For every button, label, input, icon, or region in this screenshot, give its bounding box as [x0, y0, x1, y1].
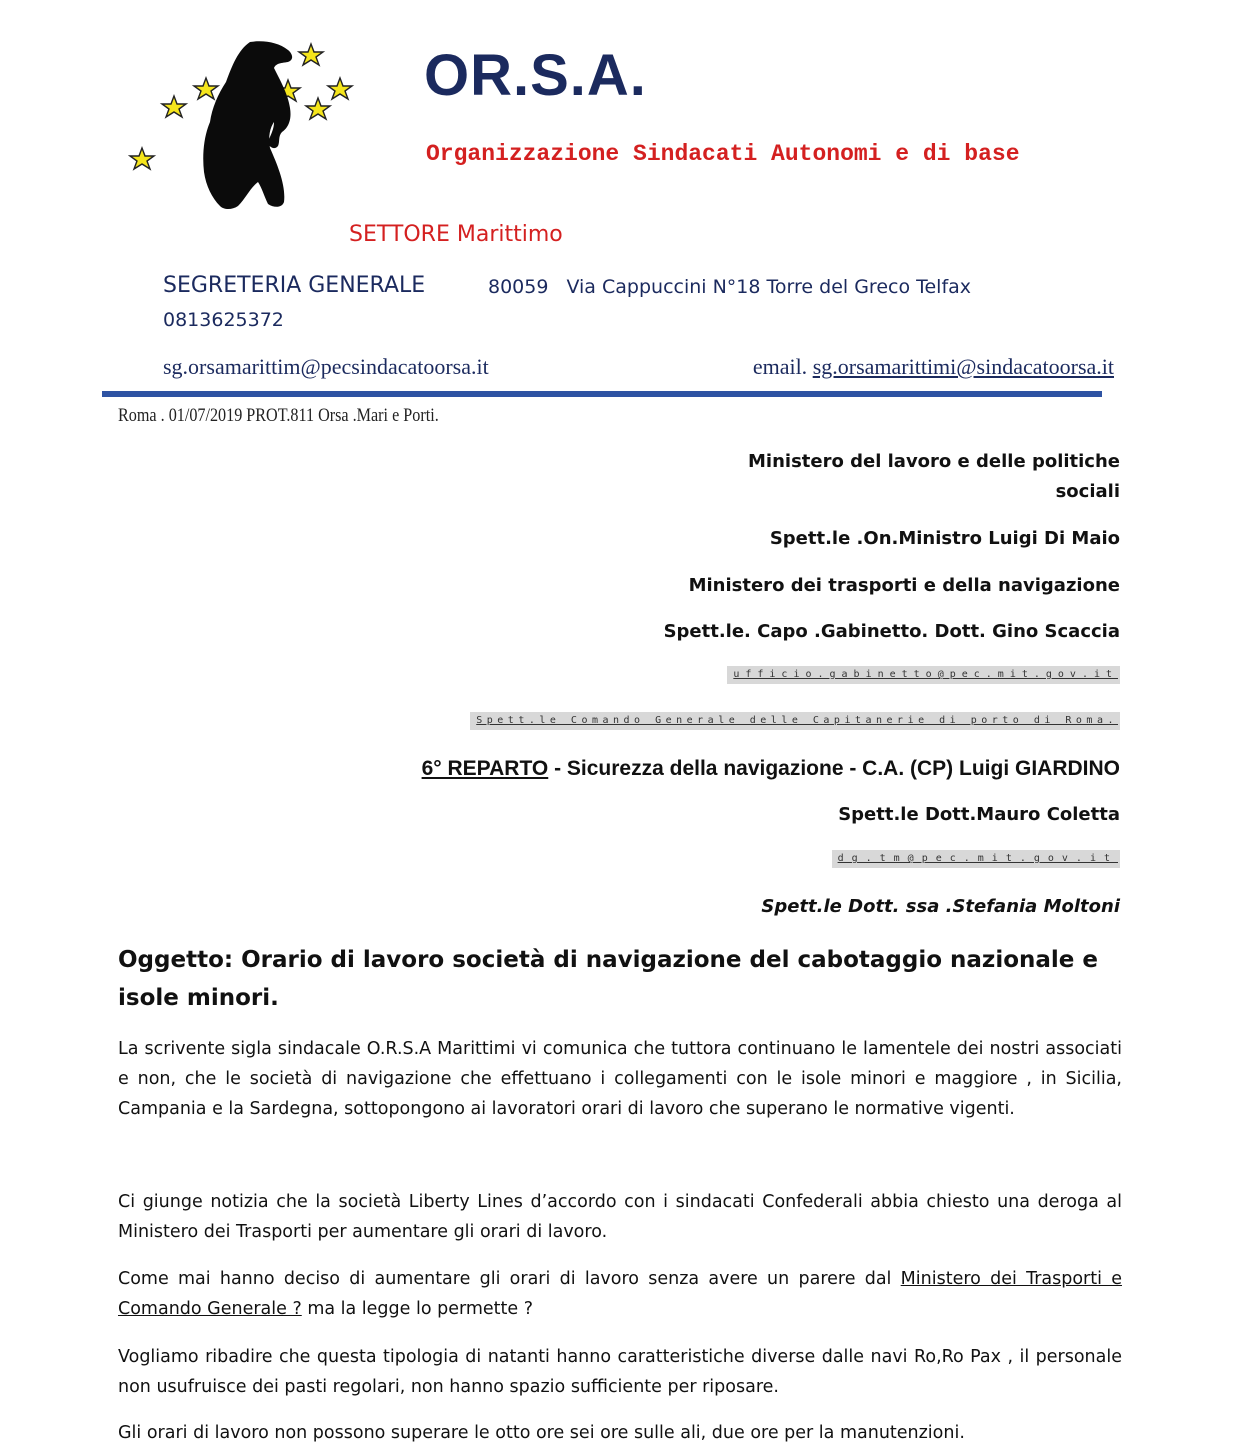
star-icon	[194, 78, 218, 99]
star-icon	[299, 44, 323, 65]
paragraph-3-start: Come mai hanno deciso di aumentare gli orari di lavoro senza avere un parere dal	[118, 1269, 901, 1289]
paragraph-3	[118, 1264, 1122, 1324]
street-address: Via Cappuccini N°18 Torre del Greco Telfax	[566, 276, 972, 298]
paragraph-2: Ci giunge notizia che la società Liberty Lines d’accordo con i sindacati Confederali abbia chiesto una deroga al Ministero dei Trasporti per aumentare gli orari di lavoro.	[118, 1192, 1122, 1242]
coletta-email-link[interactable]: dg.tm@pec.mit.gov.it	[832, 850, 1120, 868]
secretariat-label: SEGRETERIA GENERALE	[163, 273, 426, 298]
recipient-ministry-labour-line2: sociali	[1055, 481, 1120, 502]
orsa-bear-logo	[128, 36, 360, 216]
star-icon	[328, 78, 352, 99]
recipient-minister: Spett.le .On.Ministro Luigi Di Maio	[769, 528, 1120, 549]
cabinet-email-link[interactable]: ufficio.gabinetto@pec.mit.gov.it	[727, 666, 1120, 684]
star-icon	[306, 98, 330, 119]
pec-address: sg.orsamarittim@pecsindacatoorsa.it	[163, 354, 489, 379]
bear-silhouette	[203, 41, 292, 209]
protocol-line: Roma . 01/07/2019 PROT.811 Orsa .Mari e Porti.	[118, 405, 439, 426]
brand-title: OR.S.A.	[424, 43, 647, 108]
star-icon	[162, 96, 186, 117]
letter-subject: Oggetto: Orario di lavoro società di navigazione del cabotaggio nazionale e isole minori.	[118, 947, 1098, 1011]
recipient-moltoni: Spett.le Dott. ssa .Stefania Moltoni	[761, 896, 1120, 917]
paragraph-4: Vogliamo ribadire che questa tipologia di natanti hanno caratteristiche diverse dalle navi Ro,Ro Pax , il personale non usufruisce dei pasti regolari, non hanno spazio sufficiente per riposare.	[118, 1347, 1122, 1397]
recipient-cabinet-head: Spett.le. Capo .Gabinetto. Dott. Gino Scaccia	[663, 621, 1120, 642]
phone-number: 0813625372	[163, 309, 284, 331]
recipient-ministry-labour-line1: Ministero del lavoro e delle politiche	[748, 451, 1120, 472]
recipient-ministry-transport: Ministero dei trasporti e della navigazione	[688, 575, 1120, 596]
header-divider	[102, 391, 1102, 397]
star-icon	[130, 148, 154, 169]
paragraph-1: La scrivente sigla sindacale O.R.S.A Marittimi vi comunica che tuttora continuano le lamentele dei nostri associati e non, che le società di navigazione che effettuano i collegamenti con le isole minori e maggiore , in Sicilia, Campania e la Sardegna, sottopongono ai lavoratori orari di lavoro che superano le normative vigenti.	[118, 1039, 1122, 1119]
paragraph-3-underlined: Ministero dei Trasporti e Comando Generale ?	[118, 1269, 1122, 1319]
sector-label: SETTORE Marittimo	[349, 222, 563, 247]
organization-name: Organizzazione Sindacati Autonomi e di base	[426, 141, 1020, 167]
recipient-reparto	[422, 757, 1120, 781]
reparto-description: - Sicurezza della navigazione - C.A. (CP) Luigi GIARDINO	[548, 757, 1120, 780]
reparto-number: 6° REPARTO	[421, 757, 549, 780]
email-label: email.	[752, 354, 808, 379]
postal-code: 80059	[488, 276, 549, 298]
paragraph-3-end: ma la legge lo permette ?	[301, 1299, 534, 1319]
email-line	[753, 354, 1114, 380]
email-link[interactable]: sg.orsamarittimi@sindacatoorsa.it	[812, 354, 1114, 379]
recipient-coletta: Spett.le Dott.Mauro Coletta	[838, 804, 1120, 825]
paragraph-5: Gli orari di lavoro non possono superare le otto ore sei ore sulle ali, due ore per la manutenzioni.	[118, 1423, 965, 1443]
address-line	[488, 276, 971, 298]
command-recipient: Spett.le Comando Generale delle Capitanerie di porto di Roma.	[470, 712, 1120, 730]
